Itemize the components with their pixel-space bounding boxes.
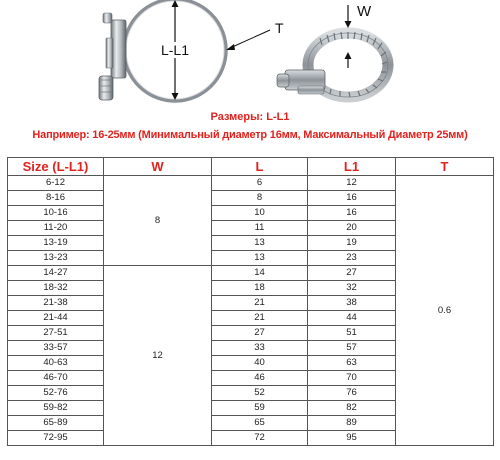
size-cell: 21-44 (8, 311, 104, 326)
l1-cell: 82 (308, 401, 396, 416)
l1-cell: 16 (308, 191, 396, 206)
l-cell: 13 (212, 251, 308, 266)
size-cell: 65-89 (8, 416, 104, 431)
t-cell: 0.6 (396, 176, 494, 446)
l-cell: 13 (212, 236, 308, 251)
l1-cell: 44 (308, 311, 396, 326)
l1-cell: 27 (308, 266, 396, 281)
product-diagram (0, 0, 500, 112)
size-cell: 13-19 (8, 236, 104, 251)
l1-cell: 38 (308, 296, 396, 311)
size-cell: 59-82 (8, 401, 104, 416)
size-cell: 46-70 (8, 371, 104, 386)
example-caption: Например: 16-25мм (Минимальный диаметр 16мм, Максимальный Диаметр 25мм) (32, 129, 468, 141)
header-w: W (104, 158, 212, 176)
l-cell: 8 (212, 191, 308, 206)
right-clamp-drawing (277, 3, 388, 97)
size-cell: 27-51 (8, 326, 104, 341)
size-cell: 21-38 (8, 296, 104, 311)
l-cell: 59 (212, 401, 308, 416)
table-header-row (8, 158, 494, 176)
header-l: L (212, 158, 308, 176)
left-clamp-drawing (99, 0, 284, 101)
size-cell: 14-27 (8, 266, 104, 281)
l-cell: 52 (212, 386, 308, 401)
l-cell: 14 (212, 266, 308, 281)
w-group-cell: 12 (104, 266, 212, 446)
l-cell: 40 (212, 356, 308, 371)
l-cell: 46 (212, 371, 308, 386)
l1-cell: 16 (308, 206, 396, 221)
l-cell: 33 (212, 341, 308, 356)
size-cell: 8-16 (8, 191, 104, 206)
size-cell: 11-20 (8, 221, 104, 236)
size-cell: 13-23 (8, 251, 104, 266)
width-label: W (357, 3, 372, 20)
size-table (7, 157, 494, 446)
header-t: T (396, 158, 494, 176)
l-cell: 21 (212, 311, 308, 326)
size-cell: 6-12 (8, 176, 104, 191)
l1-cell: 57 (308, 341, 396, 356)
l-cell: 11 (212, 221, 308, 236)
header-size: Size (L-L1) (8, 158, 104, 176)
l1-cell: 63 (308, 356, 396, 371)
l-cell: 21 (212, 296, 308, 311)
clamp-dimension-label: L-L1 (160, 42, 190, 58)
clamp-illustration (0, 0, 500, 112)
w-group-cell: 8 (104, 176, 212, 266)
l1-cell: 70 (308, 371, 396, 386)
l-cell: 6 (212, 176, 308, 191)
l1-cell: 95 (308, 431, 396, 446)
thickness-label: T (275, 20, 284, 36)
sizes-caption: Размеры: L-L1 (210, 111, 290, 123)
l1-cell: 89 (308, 416, 396, 431)
l1-cell: 20 (308, 221, 396, 236)
size-cell: 52-76 (8, 386, 104, 401)
l-cell: 72 (212, 431, 308, 446)
l1-cell: 76 (308, 386, 396, 401)
header-l1: L1 (308, 158, 396, 176)
table-row (8, 176, 494, 191)
size-cell: 72-95 (8, 431, 104, 446)
l1-cell: 19 (308, 236, 396, 251)
l1-cell: 32 (308, 281, 396, 296)
l-cell: 65 (212, 416, 308, 431)
l1-cell: 23 (308, 251, 396, 266)
size-cell: 18-32 (8, 281, 104, 296)
size-cell: 33-57 (8, 341, 104, 356)
l-cell: 27 (212, 326, 308, 341)
size-cell: 40-63 (8, 356, 104, 371)
l1-cell: 51 (308, 326, 396, 341)
l-cell: 18 (212, 281, 308, 296)
size-cell: 10-16 (8, 206, 104, 221)
l1-cell: 12 (308, 176, 396, 191)
l-cell: 10 (212, 206, 308, 221)
